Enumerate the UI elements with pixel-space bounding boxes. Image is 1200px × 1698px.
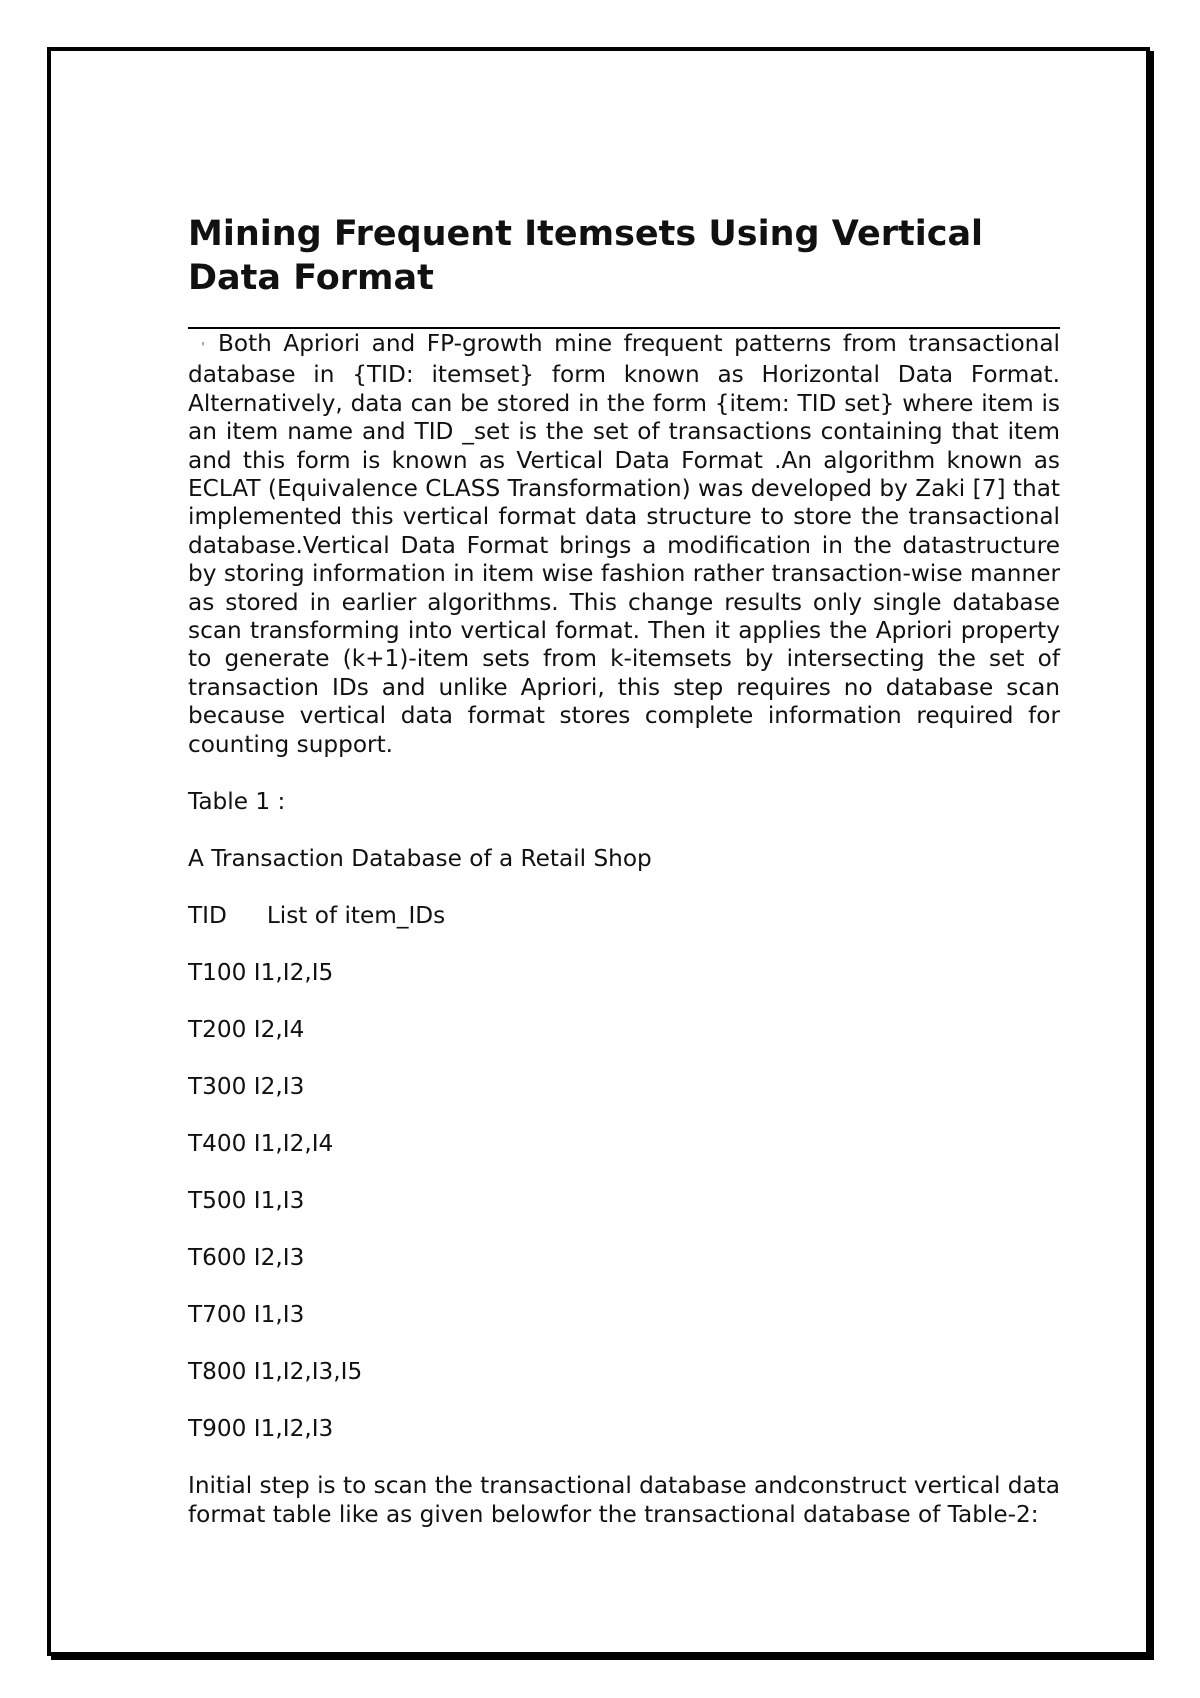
table-header-tid: TID xyxy=(188,902,227,930)
transaction-row: T600 I2,I3 xyxy=(188,1244,305,1272)
transaction-row: T100 I1,I2,I5 xyxy=(188,959,334,987)
document-title: Mining Frequent Itemsets Using Vertical Data Format xyxy=(188,214,984,298)
title-rule xyxy=(188,327,1060,329)
table-caption: A Transaction Database of a Retail Shop xyxy=(188,845,652,873)
transaction-row: T800 I1,I2,I3,I5 xyxy=(188,1358,363,1386)
table-header xyxy=(188,902,1060,930)
transaction-row: T200 I2,I4 xyxy=(188,1016,305,1044)
transaction-row: T300 I2,I3 xyxy=(188,1073,305,1101)
table-label: Table 1 : xyxy=(188,788,286,816)
transaction-row: T500 I1,I3 xyxy=(188,1187,305,1215)
transaction-row: T900 I1,I2,I3 xyxy=(188,1415,334,1443)
transaction-row: T700 I1,I3 xyxy=(188,1301,305,1329)
transaction-row: T400 I1,I2,I4 xyxy=(188,1130,334,1158)
table-header-items: List of item_IDs xyxy=(266,902,446,930)
intro-paragraph xyxy=(188,330,1060,759)
intro-paragraph-text: Both Apriori and FP-growth mine frequent patterns from transactional database in {TID: itemset} form known as Horizontal Data Format. Alternatively, data can be stored in the form {item: TID set} where item is an item name and TID _set is the set of transactions containing that item and this form is known as Vertical Data Format .An algorithm known as ECLAT (Equivalence CLASS Transformation) was developed by Zaki [7] that implemented this vertical format data structure to store the transactional database.Vertical Data Format brings a modification in the datastructure by storing information in item wise fashion rather transaction-wise manner as stored in earlier algorithms. This change results only single database scan transforming into vertical format. Then it applies the Apriori property to generate (k+1)-item sets from k-itemsets by intersecting the set of transaction IDs and unlike Apriori, this step requires no database scan because vertical data format stores complete information required for counting support. xyxy=(188,330,1060,758)
transaction-list xyxy=(188,959,1060,1443)
closing-paragraph: Initial step is to scan the transactional database andconstruct vertical data format table like as given belowfor the transactional database of Table-2: xyxy=(188,1472,1060,1528)
paragraph-marker: ' xyxy=(201,340,205,354)
document-body xyxy=(188,212,1060,1529)
